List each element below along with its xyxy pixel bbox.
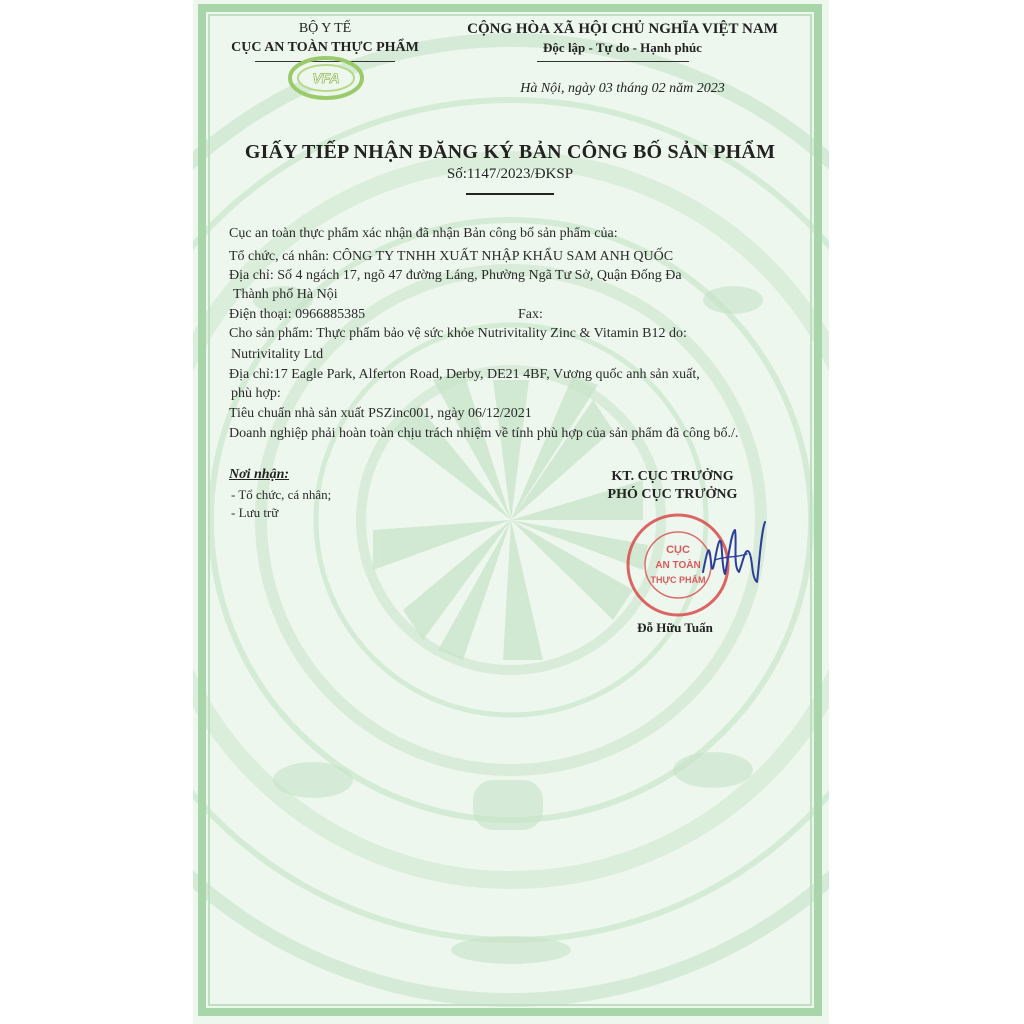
phone-line: Điện thoại: 0966885385 [229,307,366,322]
svg-text:CỤC: CỤC [666,544,690,556]
recipient-item: - Tổ chức, cá nhân; [231,487,332,502]
country-name: CỘNG HÒA XÃ HỘI CHỦ NGHĨA VIỆT NAM [467,21,778,37]
responsibility-line: Doanh nghiệp phải hoàn toàn chịu trách nhiệm về tính phù hợp của sản phẩm đã công bố./. [229,426,739,441]
document-title: GIẤY TIẾP NHẬN ĐĂNG KÝ BẢN CÔNG BỐ SẢN PHẨM [244,141,776,163]
document-number: Số:1147/2023/ĐKSP [446,166,574,182]
agency-name: CỤC AN TOÀN THỰC PHẨM [231,40,419,55]
svg-text:VFA: VFA [312,70,340,86]
signature-title: KT. CỤC TRƯỞNG [611,469,734,484]
signer-name: Đỗ Hữu Tuấn [637,620,713,635]
fax-line: Fax: [518,307,543,322]
motto-underline [537,61,689,62]
manufacturer-address-line: Địa chỉ:17 Eagle Park, Alferton Road, Derby, DE21 4BF, Vương quốc anh sản xuất, [229,367,700,382]
manufacturer-line: Nutrivitality Ltd [231,347,324,362]
svg-text:THỰC PHẨM: THỰC PHẨM [650,575,706,585]
place-and-date: Hà Nội, ngày 03 tháng 02 năm 2023 [520,81,725,96]
svg-text:AN TOÀN: AN TOÀN [655,560,701,571]
recipient-item: - Lưu trữ [231,505,279,520]
title-underline [466,193,554,195]
organization-line: Tổ chức, cá nhân: CÔNG TY TNHH XUẤT NHẬP KHẨU SAM ANH QUỐC [229,249,674,264]
national-motto: Độc lập - Tự do - Hạnh phúc [543,40,702,55]
address-line: Địa chỉ: Số 4 ngách 17, ngõ 47 đường Láng, Phường Ngã Tư Sở, Quận Đống Đa [229,268,682,283]
recipients-heading: Nơi nhận: [229,467,290,482]
intro-line: Cục an toàn thực phẩm xác nhận đã nhận Bản công bố sản phẩm của: [229,226,618,241]
signature-subtitle: PHÓ CỤC TRƯỞNG [607,487,738,502]
product-line: Cho sản phẩm: Thực phẩm bảo vệ sức khỏe Nutrivitality Zinc & Vitamin B12 do: [229,326,687,341]
address-city-line: Thành phố Hà Nội [233,287,338,302]
standard-line: Tiêu chuẩn nhà sản xuất PSZinc001, ngày 06/12/2021 [229,406,532,421]
vfa-logo [287,55,365,101]
conformity-line: phù hợp: [231,386,281,401]
handwritten-signature [695,512,775,592]
ministry-name: BỘ Y TẾ [298,21,352,36]
